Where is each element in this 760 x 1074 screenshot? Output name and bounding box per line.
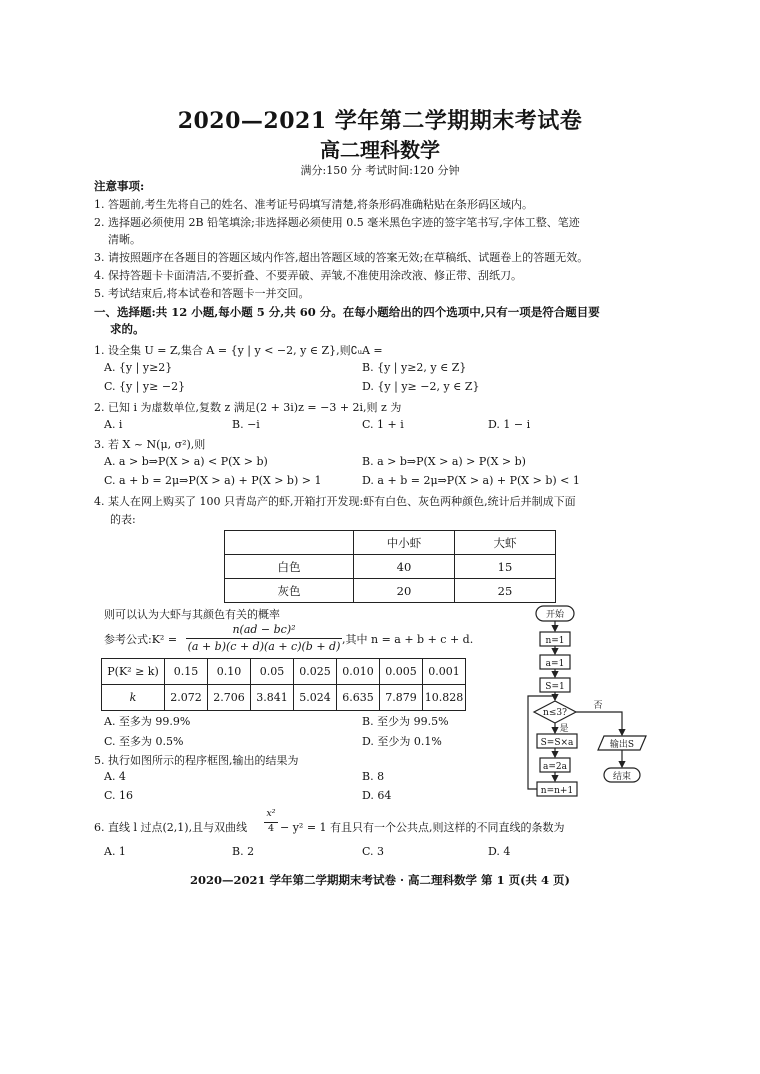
q5-option-b: B. 8 xyxy=(362,770,385,783)
q4-option-c: C. 至多为 0.5% xyxy=(104,735,184,748)
question-6-stem: 6. 直线 l 过点(2,1),且与双曲线 xyxy=(94,821,248,834)
q2-option-d: D. 1 − i xyxy=(488,418,531,431)
question-2-stem: 2. 已知 i 为虚数单位,复数 z 满足(2 + 3i)z = −3 + 2i,则 z 为 xyxy=(94,401,402,414)
note-item: 1. 答题前,考生先将自己的姓名、准考证号码填写清楚,将条形码准确粘贴在条形码区域内。 xyxy=(94,198,533,211)
q3-option-d: D. a + b = 2μ⇒P(X > a) + P(X > b) < 1 xyxy=(362,474,580,487)
table-header: k xyxy=(102,685,165,711)
hyperbola-frac-num: x² xyxy=(266,808,276,819)
note-item: 3. 请按照题序在各题目的答题区域内作答,超出答题区域的答案无效;在草稿纸、试题卷上的答题无效。 xyxy=(94,251,589,264)
exam-subject: 高二理科数学 xyxy=(320,138,440,162)
table-cell: 5.024 xyxy=(294,685,337,711)
table-cell: 0.025 xyxy=(294,659,337,685)
question-1-stem: 1. 设全集 U = Z,集合 A = {y | y < −2, y ∈ Z},则∁ᵤA = xyxy=(94,344,383,357)
q5-option-c: C. 16 xyxy=(104,789,134,802)
flow-a-update-label: a=2a xyxy=(543,762,567,772)
table-header: 中小虾 xyxy=(354,531,455,555)
q1-option-a: A. {y | y≥2} xyxy=(104,361,173,374)
question-4-stem-cont: 的表: xyxy=(110,513,136,526)
table-cell: 20 xyxy=(354,579,455,603)
table-cell: 0.15 xyxy=(165,659,208,685)
hyperbola-frac-den: 4 xyxy=(267,823,275,834)
q1-option-d: D. {y | y≥ −2, y ∈ Z} xyxy=(362,380,480,393)
flow-a-init-label: a=1 xyxy=(545,659,565,669)
table-cell: 灰色 xyxy=(225,579,354,603)
q3-option-b: B. a > b⇒P(X > a) > P(X > b) xyxy=(362,455,526,468)
q6-option-a: A. 1 xyxy=(104,845,126,858)
section-heading: 一、选择题:共 12 小题,每小题 5 分,共 60 分。在每小题给出的四个选项中,只有一项是符合题目要 xyxy=(94,305,600,319)
q4-option-b: B. 至少为 99.5% xyxy=(362,715,449,728)
exam-info: 满分:150 分 考试时间:120 分钟 xyxy=(300,164,460,177)
note-item: 4. 保持答题卡卡面清洁,不要折叠、不要弄破、弄皱,不准使用涂改液、修正带、刮纸刀。 xyxy=(94,269,522,282)
flow-no-label: 否 xyxy=(593,701,603,711)
table-row xyxy=(225,555,556,579)
table-cell: 3.841 xyxy=(251,685,294,711)
formula-suffix: ,其中 n = a + b + c + d. xyxy=(342,633,474,646)
formula-denominator: (a + b)(c + d)(a + c)(b + d) xyxy=(187,640,341,653)
table-cell: 40 xyxy=(354,555,455,579)
flow-cond-label: n≤3? xyxy=(543,708,567,718)
table-cell: 15 xyxy=(455,555,556,579)
critical-value-table xyxy=(101,658,466,711)
table-cell xyxy=(225,531,354,555)
table-cell: 0.10 xyxy=(208,659,251,685)
q3-option-c: C. a + b = 2μ⇒P(X > a) + P(X > b) > 1 xyxy=(104,474,322,487)
table-row xyxy=(225,579,556,603)
table-cell: 2.706 xyxy=(208,685,251,711)
flow-s-init-label: S=1 xyxy=(545,682,565,692)
formula-numerator: n(ad − bc)² xyxy=(232,623,296,636)
q2-option-a: A. i xyxy=(104,418,123,431)
q1-option-b: B. {y | y≥2, y ∈ Z} xyxy=(362,361,467,374)
q6-option-c: C. 3 xyxy=(362,845,385,858)
q6-option-d: D. 4 xyxy=(488,845,511,858)
question-4-question: 则可以认为大虾与其颜色有关的概率 xyxy=(104,608,280,621)
flow-start-label: 开始 xyxy=(545,610,565,620)
table-cell: 0.010 xyxy=(337,659,380,685)
program-flowchart xyxy=(500,600,670,800)
flow-output-label: 输出S xyxy=(609,740,635,750)
flow-n-update-label: n=n+1 xyxy=(540,786,574,796)
table-row xyxy=(102,685,466,711)
q3-option-a: A. a > b⇒P(X > a) < P(X > b) xyxy=(104,455,268,468)
q2-option-b: B. −i xyxy=(232,418,260,431)
q1-option-c: C. {y | y≥ −2} xyxy=(104,380,186,393)
question-4-stem: 4. 某人在网上购买了 100 只青岛产的虾,开箱打开发现:虾有白色、灰色两种颜色,统计后并制成下面 xyxy=(94,495,576,508)
table-cell: 7.879 xyxy=(380,685,423,711)
table-row xyxy=(102,659,466,685)
q5-option-a: A. 4 xyxy=(104,770,126,783)
shrimp-table xyxy=(224,530,556,603)
exam-title: 2020—2021 学年第二学期期末考试卷 xyxy=(177,108,583,134)
table-header: 大虾 xyxy=(455,531,556,555)
question-5-stem: 5. 执行如图所示的程序框图,输出的结果为 xyxy=(94,754,299,767)
question-3-stem: 3. 若 X ~ N(μ, σ²),则 xyxy=(94,438,206,451)
table-cell: 6.635 xyxy=(337,685,380,711)
page-footer: 2020—2021 学年第二学期期末考试卷 · 高二理科数学 第 1 页(共 4 页) xyxy=(190,873,570,887)
note-item: 2. 选择题必须使用 2B 铅笔填涂;非选择题必须使用 0.5 毫米黑色字迹的签字笔书写,字体工整、笔迹 xyxy=(94,216,580,229)
table-cell: 25 xyxy=(455,579,556,603)
note-item: 清晰。 xyxy=(108,233,141,246)
table-header: P(K² ≥ k) xyxy=(102,659,165,685)
formula-prefix: 参考公式:K² = xyxy=(104,633,178,646)
q2-option-c: C. 1 + i xyxy=(362,418,404,431)
section-heading-cont: 求的。 xyxy=(110,322,145,336)
notes-heading: 注意事项: xyxy=(94,179,145,193)
table-cell: 白色 xyxy=(225,555,354,579)
table-cell: 0.005 xyxy=(380,659,423,685)
fraction-bar xyxy=(186,638,342,639)
q4-option-a: A. 至多为 99.9% xyxy=(104,715,191,728)
table-cell: 0.001 xyxy=(423,659,466,685)
flow-s-update-label: S=S×a xyxy=(540,738,574,748)
table-cell: 2.072 xyxy=(165,685,208,711)
note-item: 5. 考试结束后,将本试卷和答题卡一并交回。 xyxy=(94,287,310,300)
table-cell: 10.828 xyxy=(423,685,466,711)
flow-end-label: 结束 xyxy=(612,772,632,782)
table-cell: 0.05 xyxy=(251,659,294,685)
table-row xyxy=(225,531,556,555)
flow-yes-label: 是 xyxy=(559,724,569,734)
q5-option-d: D. 64 xyxy=(362,789,392,802)
question-6-stem-cont: − y² = 1 有且只有一个公共点,则这样的不同直线的条数为 xyxy=(280,821,565,834)
q6-option-b: B. 2 xyxy=(232,845,255,858)
flow-n-init-label: n=1 xyxy=(545,636,565,646)
q4-option-d: D. 至少为 0.1% xyxy=(362,735,442,748)
